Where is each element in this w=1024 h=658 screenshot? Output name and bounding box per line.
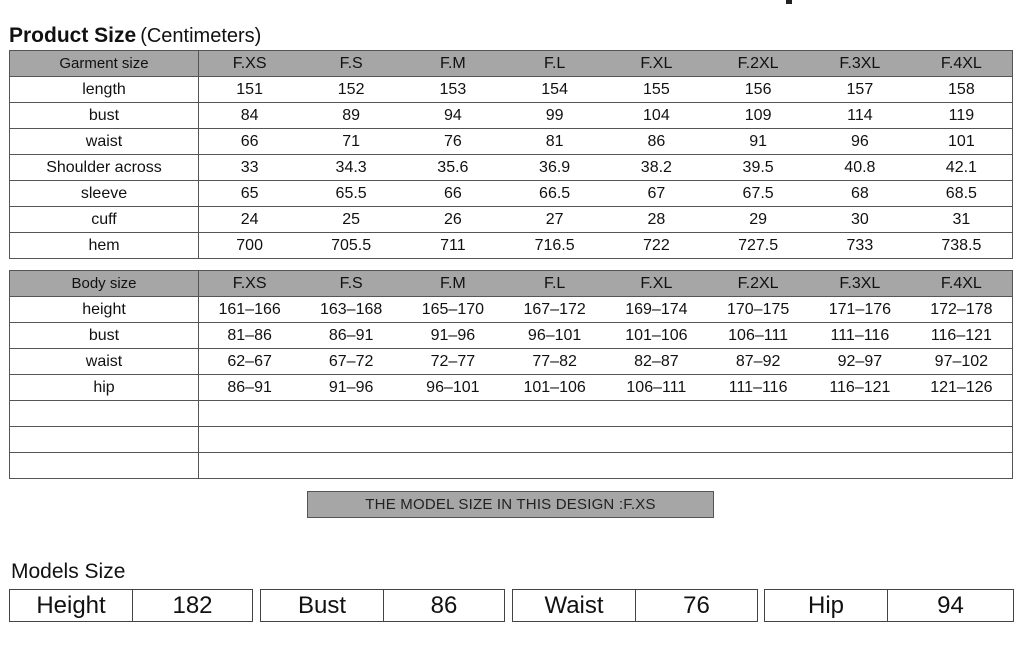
table-cell: 158 (911, 77, 1013, 103)
table-cell: 31 (911, 207, 1013, 233)
table-cell: 24 (199, 207, 301, 233)
empty-row (10, 453, 1013, 479)
size-header-cell: F.XL (606, 271, 708, 297)
size-header-cell: F.M (402, 51, 504, 77)
size-header-cell: F.S (300, 51, 402, 77)
table-cell: 77–82 (504, 349, 606, 375)
empty-row (10, 401, 1013, 427)
size-header-cell: F.3XL (809, 51, 911, 77)
table-cell: 81 (504, 129, 606, 155)
row-label: length (10, 77, 199, 103)
table-cell: 700 (199, 233, 301, 259)
model-size-note: THE MODEL SIZE IN THIS DESIGN :F.XS (307, 491, 714, 518)
table-cell: 152 (300, 77, 402, 103)
size-header-cell: F.XL (606, 51, 708, 77)
row-label: hem (10, 233, 199, 259)
table-cell: 156 (707, 77, 809, 103)
table-cell: 67 (606, 181, 708, 207)
row-label: waist (10, 349, 199, 375)
table-cell: 68.5 (911, 181, 1013, 207)
model-bust-value: 86 (430, 592, 458, 619)
table-cell: 155 (606, 77, 708, 103)
model-waist-box (512, 589, 758, 622)
size-header-cell: F.M (402, 271, 504, 297)
table-cell: 171–176 (809, 297, 911, 323)
table-cell: 65.5 (300, 181, 402, 207)
table-row (10, 233, 1013, 259)
table-row (10, 207, 1013, 233)
title-main: Product Size (9, 24, 137, 47)
table-cell: 81–86 (199, 323, 301, 349)
table-cell: 39.5 (707, 155, 809, 181)
row-label: waist (10, 129, 199, 155)
table-cell: 153 (402, 77, 504, 103)
page-title (9, 22, 261, 50)
top-mark (786, 0, 792, 4)
size-header-cell: F.4XL (911, 271, 1013, 297)
table-cell: 96–101 (504, 323, 606, 349)
size-header-cell: F.2XL (707, 51, 809, 77)
empty-label-cell (10, 401, 199, 427)
table-cell: 170–175 (707, 297, 809, 323)
empty-value-cell (199, 453, 1013, 479)
model-height-box (9, 589, 253, 622)
header-label: Body size (10, 271, 199, 297)
table-cell: 101–106 (606, 323, 708, 349)
size-header-cell: F.S (300, 271, 402, 297)
table-cell: 82–87 (606, 349, 708, 375)
table-cell: 27 (504, 207, 606, 233)
table-row (10, 77, 1013, 103)
size-header-cell: F.3XL (809, 271, 911, 297)
table-cell: 97–102 (911, 349, 1013, 375)
table-cell: 68 (809, 181, 911, 207)
table-row (10, 297, 1013, 323)
table-row (10, 103, 1013, 129)
table-cell: 169–174 (606, 297, 708, 323)
table-cell: 96–101 (402, 375, 504, 401)
table-cell: 34.3 (300, 155, 402, 181)
garment-size-table (9, 50, 1013, 259)
table-cell: 157 (809, 77, 911, 103)
row-label: bust (10, 323, 199, 349)
table-cell: 121–126 (911, 375, 1013, 401)
table-cell: 163–168 (300, 297, 402, 323)
table-cell: 42.1 (911, 155, 1013, 181)
row-label: height (10, 297, 199, 323)
size-header-cell: F.L (504, 271, 606, 297)
table-cell: 28 (606, 207, 708, 233)
table-cell: 165–170 (402, 297, 504, 323)
table-cell: 151 (199, 77, 301, 103)
table-cell: 727.5 (707, 233, 809, 259)
table-cell: 116–121 (911, 323, 1013, 349)
table-cell: 62–67 (199, 349, 301, 375)
model-height-label: Height (10, 590, 133, 621)
table-cell: 114 (809, 103, 911, 129)
table-cell: 67–72 (300, 349, 402, 375)
row-label: Shoulder across (10, 155, 199, 181)
table-cell: 36.9 (504, 155, 606, 181)
table-row (10, 349, 1013, 375)
title-unit: (Centimeters) (140, 25, 262, 47)
table-cell: 35.6 (402, 155, 504, 181)
table-cell: 99 (504, 103, 606, 129)
header-label: Garment size (10, 51, 199, 77)
model-height-value: 182 (172, 592, 213, 619)
table-cell: 111–116 (707, 375, 809, 401)
table-row (10, 323, 1013, 349)
table-cell: 738.5 (911, 233, 1013, 259)
table-cell: 89 (300, 103, 402, 129)
table-cell: 101 (911, 129, 1013, 155)
model-waist-value: 76 (683, 592, 710, 619)
table-row (10, 375, 1013, 401)
table-cell: 86–91 (300, 323, 402, 349)
model-hip-value: 94 (937, 592, 964, 619)
empty-value-cell (199, 427, 1013, 453)
table-cell: 101–106 (504, 375, 606, 401)
table-row (10, 129, 1013, 155)
table-cell: 67.5 (707, 181, 809, 207)
table-cell: 161–166 (199, 297, 301, 323)
table-cell: 94 (402, 103, 504, 129)
table-cell: 40.8 (809, 155, 911, 181)
row-label: sleeve (10, 181, 199, 207)
size-header-cell: F.4XL (911, 51, 1013, 77)
table-cell: 86–91 (199, 375, 301, 401)
table-cell: 72–77 (402, 349, 504, 375)
table-cell: 154 (504, 77, 606, 103)
empty-label-cell (10, 453, 199, 479)
row-label: cuff (10, 207, 199, 233)
header-row (10, 271, 1013, 297)
model-bust-label: Bust (261, 590, 384, 621)
empty-label-cell (10, 427, 199, 453)
table-cell: 84 (199, 103, 301, 129)
table-cell: 66.5 (504, 181, 606, 207)
table-cell: 65 (199, 181, 301, 207)
size-header-cell: F.2XL (707, 271, 809, 297)
table-cell: 106–111 (606, 375, 708, 401)
size-header-cell: F.XS (199, 271, 301, 297)
body-size-table (9, 270, 1013, 479)
table-cell: 71 (300, 129, 402, 155)
model-hip-label: Hip (765, 590, 888, 621)
table-cell: 25 (300, 207, 402, 233)
model-bust-box (260, 589, 505, 622)
table-cell: 109 (707, 103, 809, 129)
table-cell: 91–96 (300, 375, 402, 401)
table-cell: 91 (707, 129, 809, 155)
table-cell: 87–92 (707, 349, 809, 375)
table-cell: 38.2 (606, 155, 708, 181)
models-size-title: Models Size (11, 560, 126, 583)
header-row (10, 51, 1013, 77)
row-label: hip (10, 375, 199, 401)
table-cell: 716.5 (504, 233, 606, 259)
model-waist-label: Waist (513, 590, 636, 621)
table-cell: 86 (606, 129, 708, 155)
table-row (10, 181, 1013, 207)
table-cell: 106–111 (707, 323, 809, 349)
empty-value-cell (199, 401, 1013, 427)
table-cell: 705.5 (300, 233, 402, 259)
table-cell: 733 (809, 233, 911, 259)
model-hip-box (764, 589, 1014, 622)
table-cell: 66 (199, 129, 301, 155)
table-cell: 119 (911, 103, 1013, 129)
table-cell: 66 (402, 181, 504, 207)
table-cell: 722 (606, 233, 708, 259)
table-row (10, 155, 1013, 181)
table-cell: 26 (402, 207, 504, 233)
size-header-cell: F.XS (199, 51, 301, 77)
size-header-cell: F.L (504, 51, 606, 77)
table-cell: 29 (707, 207, 809, 233)
table-cell: 116–121 (809, 375, 911, 401)
table-cell: 111–116 (809, 323, 911, 349)
row-label: bust (10, 103, 199, 129)
table-cell: 30 (809, 207, 911, 233)
table-cell: 33 (199, 155, 301, 181)
table-cell: 167–172 (504, 297, 606, 323)
table-cell: 711 (402, 233, 504, 259)
table-cell: 91–96 (402, 323, 504, 349)
empty-row (10, 427, 1013, 453)
table-cell: 104 (606, 103, 708, 129)
table-cell: 76 (402, 129, 504, 155)
table-cell: 172–178 (911, 297, 1013, 323)
table-cell: 92–97 (809, 349, 911, 375)
table-cell: 96 (809, 129, 911, 155)
